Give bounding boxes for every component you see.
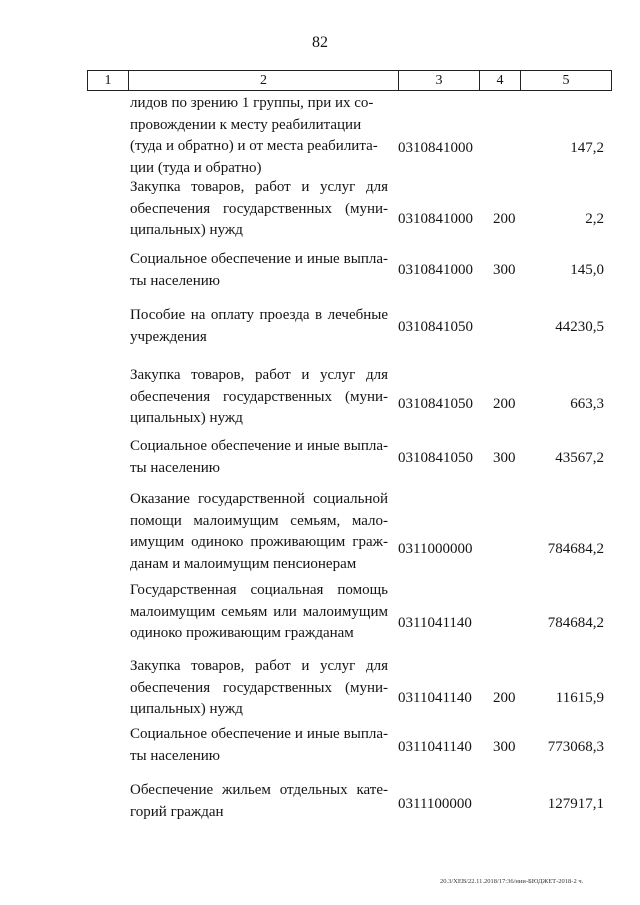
desc-line: имущим одиноко проживающим граж- [130, 534, 388, 550]
desc-line: ты населению [130, 272, 220, 289]
desc-line: Закупка товаров, работ и услуг для [130, 179, 388, 195]
desc-line: ции (туда и обратно) [130, 159, 262, 176]
row-code: 0311100000 [398, 796, 472, 812]
row-description [130, 305, 388, 348]
desc-line: Закупка товаров, работ и услуг для [130, 658, 388, 674]
row-amount: 11615,9 [555, 690, 604, 706]
row-vr: 200 [493, 396, 516, 412]
desc-line: помощи малоимущим семьям, мало- [130, 512, 388, 529]
row-code: 0311041140 [398, 615, 472, 631]
row-code: 0311041140 [398, 690, 472, 706]
desc-line: лидов по зрению 1 группы, при их со- [130, 95, 374, 111]
row-amount: 44230,5 [555, 319, 604, 335]
desc-line: ты населению [130, 747, 220, 764]
row-amount: 43567,2 [555, 450, 604, 466]
header-col-4: 4 [496, 73, 504, 88]
desc-line: ципальных) нужд [130, 222, 243, 238]
row-amount: 784684,2 [547, 615, 604, 631]
row-description [130, 580, 388, 645]
row-code: 0311041140 [398, 739, 472, 755]
row-amount: 663,3 [570, 396, 604, 412]
desc-line: одиноко проживающим гражданам [130, 625, 354, 641]
desc-line: Государственная социальная помощь [130, 582, 388, 598]
desc-line: обеспечения государственных (муни- [130, 388, 388, 405]
row-amount: 784684,2 [547, 541, 604, 557]
row-description [130, 489, 388, 575]
row-vr: 300 [493, 739, 516, 755]
row-amount: 145,0 [570, 262, 604, 278]
desc-line: Оказание государственной социальной [130, 491, 388, 507]
desc-line: обеспечения государственных (муни- [130, 200, 388, 217]
desc-line: Социальное обеспечение и иные выпла- [130, 438, 388, 454]
header-col-3: 3 [435, 73, 443, 88]
row-description [130, 436, 388, 479]
desc-line: ципальных) нужд [130, 410, 243, 426]
desc-line: ципальных) нужд [130, 701, 243, 717]
row-vr: 200 [493, 690, 516, 706]
desc-line: Социальное обеспечение и иные выпла- [130, 251, 388, 267]
desc-line: малоимущим семьям или малоимущим [130, 603, 388, 620]
row-vr: 300 [493, 262, 516, 278]
row-vr: 200 [493, 211, 516, 227]
row-code: 0310841050 [398, 396, 473, 412]
desc-line: горий граждан [130, 803, 224, 820]
row-code: 0310841050 [398, 450, 473, 466]
table-header [87, 70, 612, 91]
desc-line: Закупка товаров, работ и услуг для [130, 367, 388, 383]
desc-line: (туда и обратно) и от места реабилита- [130, 138, 378, 154]
desc-line: данам и малоимущим пенсионерам [130, 555, 357, 572]
desc-line: обеспечения государственных (муни- [130, 679, 388, 696]
row-description [130, 249, 388, 292]
row-description [130, 780, 388, 823]
row-amount: 147,2 [570, 140, 604, 156]
row-code: 0310841000 [398, 140, 473, 156]
row-amount: 2,2 [585, 211, 604, 227]
desc-line: Пособие на оплату проезда в лечебные [130, 307, 388, 323]
desc-line: Обеспечение жильем отдельных кате- [130, 782, 388, 798]
row-description [130, 656, 388, 721]
row-code: 0310841000 [398, 262, 473, 278]
desc-line: Социальное обеспечение и иные выпла- [130, 726, 388, 742]
header-col-2: 2 [260, 73, 267, 88]
desc-line: ты населению [130, 459, 220, 476]
row-code: 0310841000 [398, 211, 473, 227]
desc-line: провождении к месту реабилитации [130, 116, 362, 133]
row-description [130, 724, 388, 767]
row-description [130, 365, 388, 430]
row-amount: 773068,3 [547, 739, 604, 755]
row-amount: 127917,1 [547, 796, 604, 812]
row-code: 0310841050 [398, 319, 473, 335]
header-col-5: 5 [562, 73, 570, 88]
document-footer: 20.3/ХЕВ/22.11.2018/17:36/нии-БЮДЖЕТ-2018-2 ч. [440, 878, 584, 885]
row-vr: 300 [493, 450, 516, 466]
row-description [130, 177, 388, 242]
header-col-1: 1 [104, 73, 112, 88]
desc-line: учреждения [130, 328, 207, 345]
row-description [130, 93, 388, 179]
page-number: 82 [312, 34, 328, 51]
row-code: 0311000000 [398, 541, 473, 557]
